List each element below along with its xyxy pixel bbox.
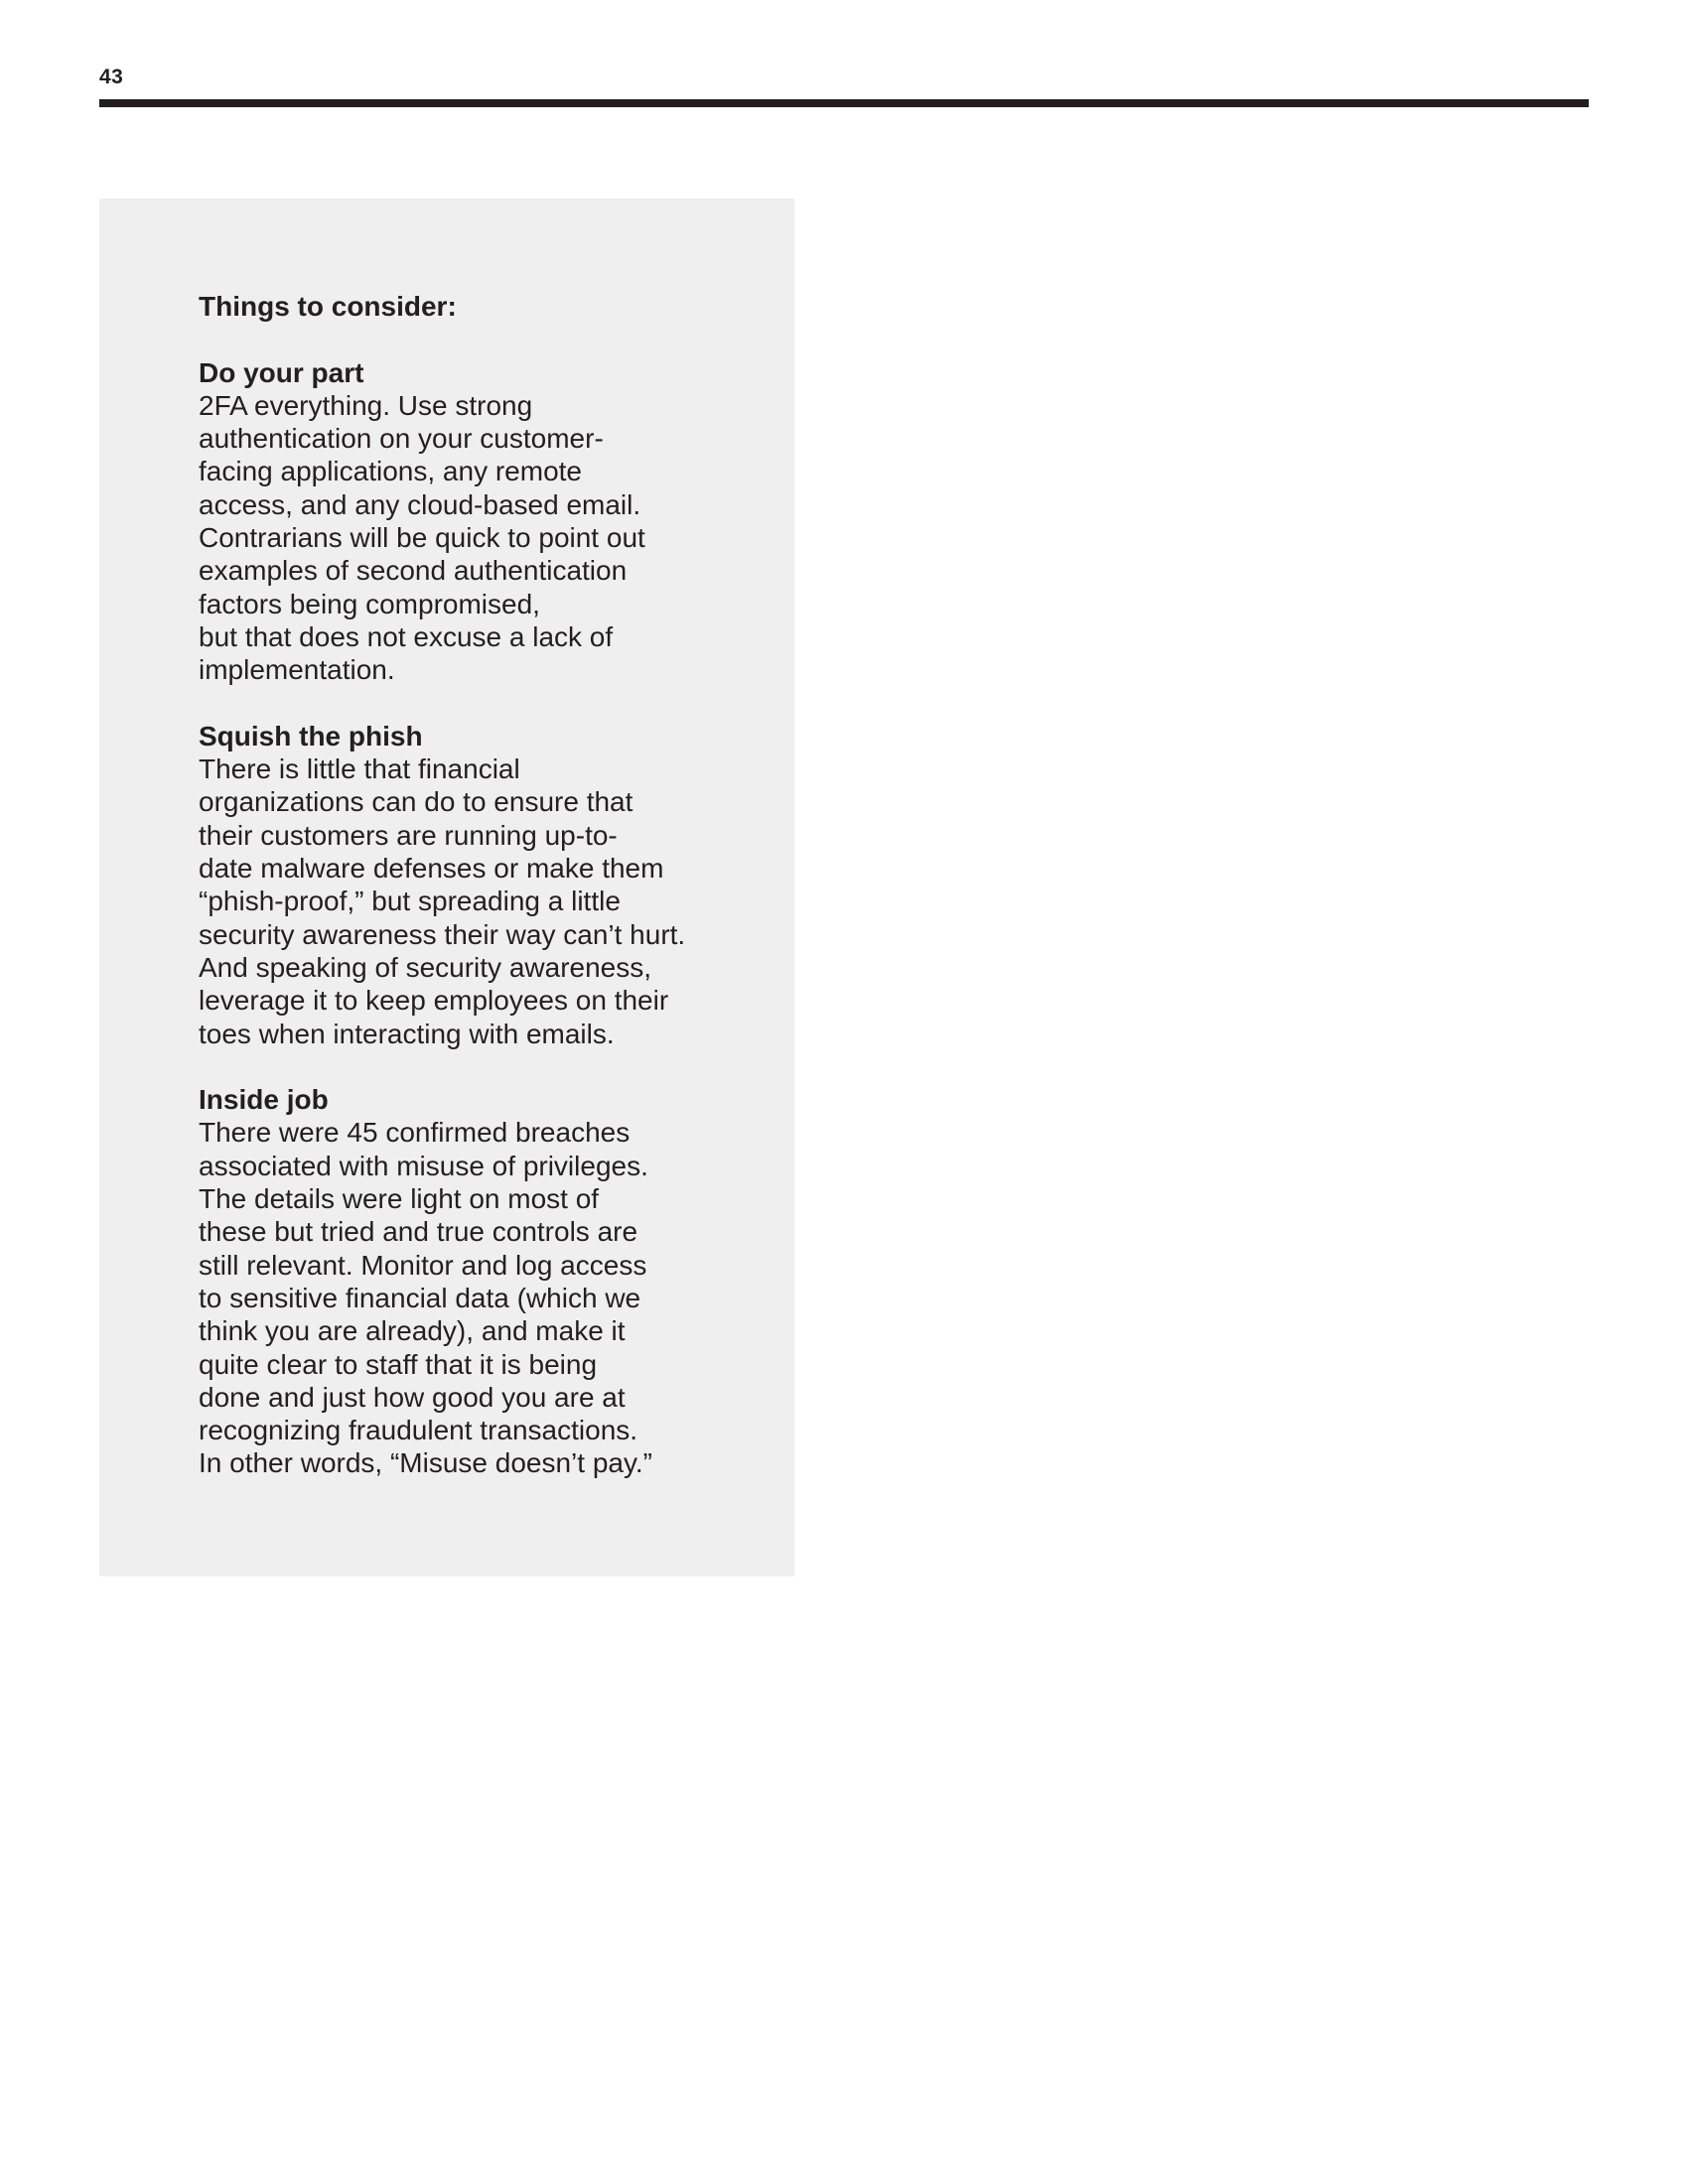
page-number: 43 (99, 66, 124, 88)
section-line: to sensitive financial data (which we (199, 1282, 641, 1313)
section-title: Inside job (199, 1084, 329, 1116)
sidebar-box (99, 199, 794, 1576)
section-line: And speaking of security awareness, (199, 951, 652, 983)
section-line: still relevant. Monitor and log access (199, 1249, 647, 1281)
section-line: done and just how good you are at (199, 1381, 626, 1413)
section-line: toes when interacting with emails. (199, 1018, 615, 1049)
section-line: “phish-proof,” but spreading a little (199, 886, 621, 917)
section-line: implementation. (199, 654, 395, 686)
section-line: associated with misuse of privileges. (199, 1150, 648, 1181)
section-line: facing applications, any remote (199, 456, 582, 487)
section-line: There is little that financial (199, 753, 520, 785)
section-line: access, and any cloud-based email. (199, 488, 641, 520)
section-line: 2FA everything. Use strong (199, 389, 533, 421)
section-line: security awareness their way can’t hurt. (199, 918, 686, 950)
top-rule (99, 99, 1589, 107)
box-heading: Things to consider: (199, 291, 457, 322)
section-line: There were 45 confirmed breaches (199, 1117, 631, 1149)
section-line: Contrarians will be quick to point out (199, 522, 645, 554)
section-title: Squish the phish (199, 720, 423, 751)
section-line: authentication on your customer- (199, 423, 604, 455)
section-line: but that does not excuse a lack of (199, 620, 614, 652)
section-inside-job (199, 1083, 705, 1480)
section-do-your-part (199, 356, 705, 687)
section-title: Do your part (199, 356, 364, 388)
section-line: recognizing fraudulent transactions. (199, 1415, 638, 1446)
section-line: think you are already), and make it (199, 1315, 626, 1347)
section-line: quite clear to staff that it is being (199, 1348, 598, 1380)
section-line: organizations can do to ensure that (199, 786, 633, 818)
section-line: In other words, “Misuse doesn’t pay.” (199, 1447, 653, 1479)
section-line: leverage it to keep employees on their (199, 985, 669, 1017)
section-line: date malware defenses or make them (199, 853, 664, 885)
section-line: factors being compromised, (199, 588, 540, 619)
section-squish-the-phish (199, 720, 705, 1050)
section-line: examples of second authentication (199, 555, 628, 587)
section-line: these but tried and true controls are (199, 1216, 638, 1248)
section-line: The details were light on most of (199, 1183, 600, 1215)
section-line: their customers are running up-to- (199, 819, 618, 851)
